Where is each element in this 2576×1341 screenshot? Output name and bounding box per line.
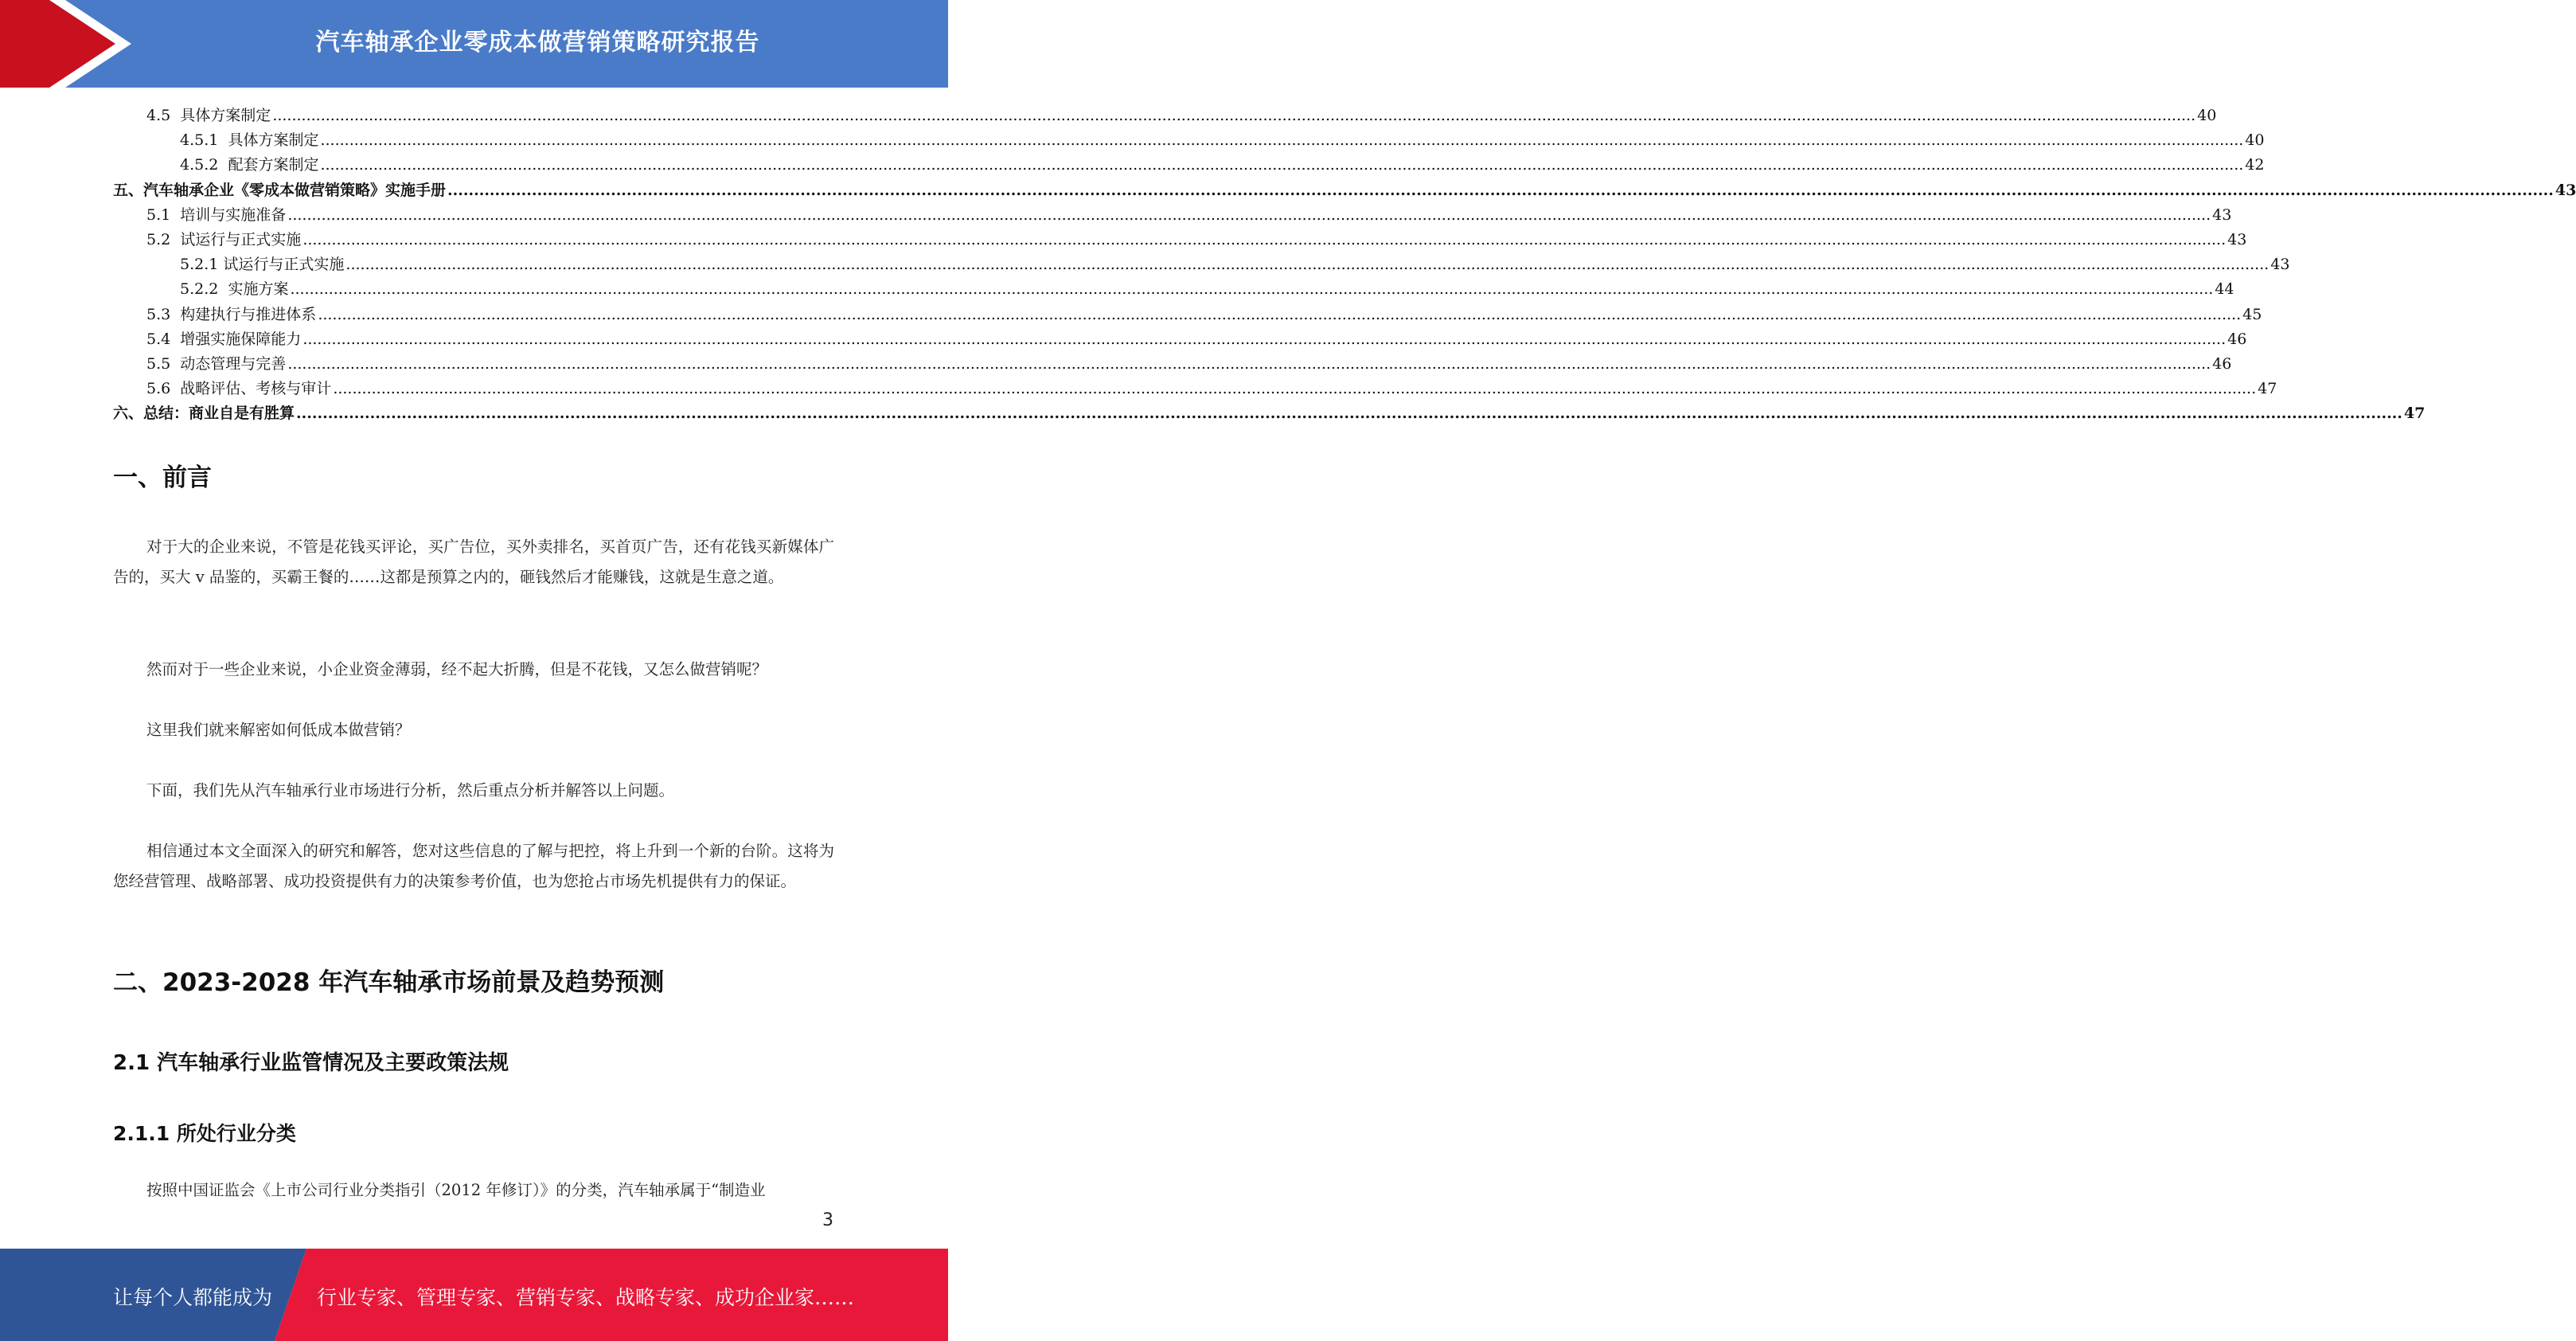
toc-entry[interactable] bbox=[113, 252, 2290, 277]
toc-entry-number: 5.2.1 bbox=[180, 256, 224, 274]
toc-leader-dots: ................................................................................................................................................................................................................................................................................................................................................................................................................ bbox=[320, 131, 2244, 150]
toc-entry-number: 4.5.2 bbox=[180, 156, 228, 174]
toc-entry-page: 42 bbox=[2245, 156, 2265, 174]
toc-entry[interactable] bbox=[113, 104, 2217, 128]
toc-entry-number: 5.3 bbox=[146, 305, 181, 323]
toc-entry-page: 44 bbox=[2215, 280, 2234, 299]
foreword-paragraph: 相信通过本文全面深入的研究和解答，您对这些信息的了解与把控，将上升到一个新的台阶。这将为您经营管理、战略部署、成功投资提供有力的决策参考价值，也为您抢占市场先机提供有力的保证。 bbox=[113, 842, 834, 890]
body-paragraph: 按照中国证监会《上市公司行业分类指引（2012 年修订）》的分类，汽车轴承属于“制造业 bbox=[146, 1181, 766, 1199]
toc-entry-label: 动态管理与完善 bbox=[180, 354, 287, 373]
toc-leader-dots: ................................................................................................................................................................................................................................................................................................................................................................................................................ bbox=[447, 181, 2554, 199]
toc-leader-dots: ................................................................................................................................................................................................................................................................................................................................................................................................................ bbox=[290, 280, 2214, 299]
chapter-heading: 二、2023-2028 年汽车轴承市场前景及趋势预测 bbox=[113, 968, 665, 997]
foreword-paragraph: 对于大的企业来说，不管是花钱买评论，买广告位，买外卖排名，买首页广告，还有花钱买新媒体广告的，买大 v 品鉴的，买霸王餐的……这都是预算之内的，砸钱然后才能赚钱，这就是生意之道。 bbox=[113, 538, 834, 586]
toc-entry-number: 4.5.1 bbox=[180, 131, 228, 150]
toc-entry-page: 46 bbox=[2227, 330, 2247, 348]
toc-entry-label: 五、汽车轴承企业《零成本做营销策略》实施手册 bbox=[113, 181, 447, 199]
toc-leader-dots: ................................................................................................................................................................................................................................................................................................................................................................................................................ bbox=[333, 380, 2257, 398]
toc-entry-label: 增强实施保障能力 bbox=[180, 330, 302, 348]
toc-leader-dots: ................................................................................................................................................................................................................................................................................................................................................................................................................ bbox=[287, 205, 2211, 224]
toc-entry-page: 47 bbox=[2258, 380, 2277, 398]
toc-entry-page: 46 bbox=[2212, 354, 2232, 373]
toc-entry[interactable] bbox=[113, 377, 2277, 401]
toc-entry-number: 5.2.2 bbox=[180, 280, 228, 299]
toc-entry-number: 5.2 bbox=[146, 230, 181, 248]
toc-leader-dots: ................................................................................................................................................................................................................................................................................................................................................................................................................ bbox=[296, 405, 2402, 423]
toc-entry-label: 配套方案制定 bbox=[228, 156, 319, 174]
toc-entry[interactable] bbox=[113, 352, 2232, 377]
section-heading: 2.1 汽车轴承行业监管情况及主要政策法规 bbox=[113, 1051, 509, 1075]
toc-entry[interactable] bbox=[113, 277, 2234, 302]
toc-entry-number: 5.4 bbox=[146, 330, 181, 348]
toc-entry-page: 40 bbox=[2245, 131, 2265, 150]
toc-entry-label: 具体方案制定 bbox=[228, 131, 319, 150]
toc-leader-dots: ................................................................................................................................................................................................................................................................................................................................................................................................................ bbox=[318, 305, 2242, 323]
toc-leader-dots: ................................................................................................................................................................................................................................................................................................................................................................................................................ bbox=[320, 156, 2244, 174]
toc-entry-page: 45 bbox=[2242, 305, 2262, 323]
toc-leader-dots: ................................................................................................................................................................................................................................................................................................................................................................................................................ bbox=[345, 256, 2270, 274]
toc-entry-number: 4.5 bbox=[146, 107, 181, 124]
toc-entry-label: 试运行与正式实施 bbox=[223, 256, 345, 274]
toc-entry-label: 培训与实施准备 bbox=[180, 205, 287, 224]
foreword-paragraph: 然而对于一些企业来说，小企业资金薄弱，经不起大折腾，但是不花钱，又怎么做营销呢？ bbox=[146, 660, 768, 678]
toc-entry[interactable] bbox=[113, 327, 2247, 352]
toc-leader-dots: ................................................................................................................................................................................................................................................................................................................................................................................................................ bbox=[302, 230, 2227, 248]
toc-leader-dots: ................................................................................................................................................................................................................................................................................................................................................................................................................ bbox=[272, 107, 2196, 124]
page-number: 3 bbox=[822, 1210, 833, 1230]
page-header bbox=[0, 0, 948, 88]
footer-slogan-right: 行业专家、管理专家、营销专家、战略专家、成功企业家…… bbox=[317, 1286, 855, 1309]
subsection-heading: 2.1.1 所处行业分类 bbox=[113, 1122, 296, 1145]
toc-entry-label: 构建执行与推进体系 bbox=[180, 305, 317, 323]
toc-entry-label: 战略评估、考核与审计 bbox=[180, 380, 332, 398]
toc-entry-page: 43 bbox=[2555, 181, 2576, 199]
footer-slogan-left: 让每个人都能成为 bbox=[113, 1286, 273, 1309]
toc-entry[interactable] bbox=[113, 128, 2265, 153]
toc-entry-number: 5.6 bbox=[146, 380, 181, 398]
toc-entry-page: 43 bbox=[2270, 256, 2290, 274]
toc-entry[interactable] bbox=[113, 203, 2232, 228]
page-footer bbox=[0, 1249, 948, 1341]
foreword-heading: 一、前言 bbox=[113, 463, 212, 492]
toc-entry[interactable] bbox=[113, 178, 2576, 203]
toc-entry-page: 43 bbox=[2212, 205, 2232, 224]
foreword-paragraph: 这里我们就来解密如何低成本做营销？ bbox=[146, 721, 411, 739]
toc-entry-page: 43 bbox=[2227, 230, 2247, 248]
toc-entry-page: 40 bbox=[2197, 107, 2217, 124]
toc-entry[interactable] bbox=[113, 401, 2426, 426]
toc-entry-label: 六、总结：商业自是有胜算 bbox=[113, 405, 295, 423]
toc-entry[interactable] bbox=[113, 153, 2265, 178]
toc-entry-number: 5.5 bbox=[146, 354, 181, 373]
table-of-contents bbox=[113, 104, 2576, 426]
toc-entry-label: 实施方案 bbox=[228, 280, 289, 299]
toc-leader-dots: ................................................................................................................................................................................................................................................................................................................................................................................................................ bbox=[302, 330, 2227, 348]
toc-entry-label: 试运行与正式实施 bbox=[180, 230, 302, 248]
toc-entry-page: 47 bbox=[2403, 405, 2426, 423]
toc-leader-dots: ................................................................................................................................................................................................................................................................................................................................................................................................................ bbox=[287, 354, 2211, 373]
toc-entry[interactable] bbox=[113, 228, 2247, 252]
toc-entry-number: 5.1 bbox=[146, 205, 181, 224]
foreword-paragraph: 下面，我们先从汽车轴承行业市场进行分析，然后重点分析并解答以上问题。 bbox=[146, 781, 675, 800]
report-title: 汽车轴承企业零成本做营销策略研究报告 bbox=[315, 29, 760, 57]
toc-entry[interactable] bbox=[113, 303, 2262, 327]
toc-entry-label: 具体方案制定 bbox=[180, 107, 271, 124]
